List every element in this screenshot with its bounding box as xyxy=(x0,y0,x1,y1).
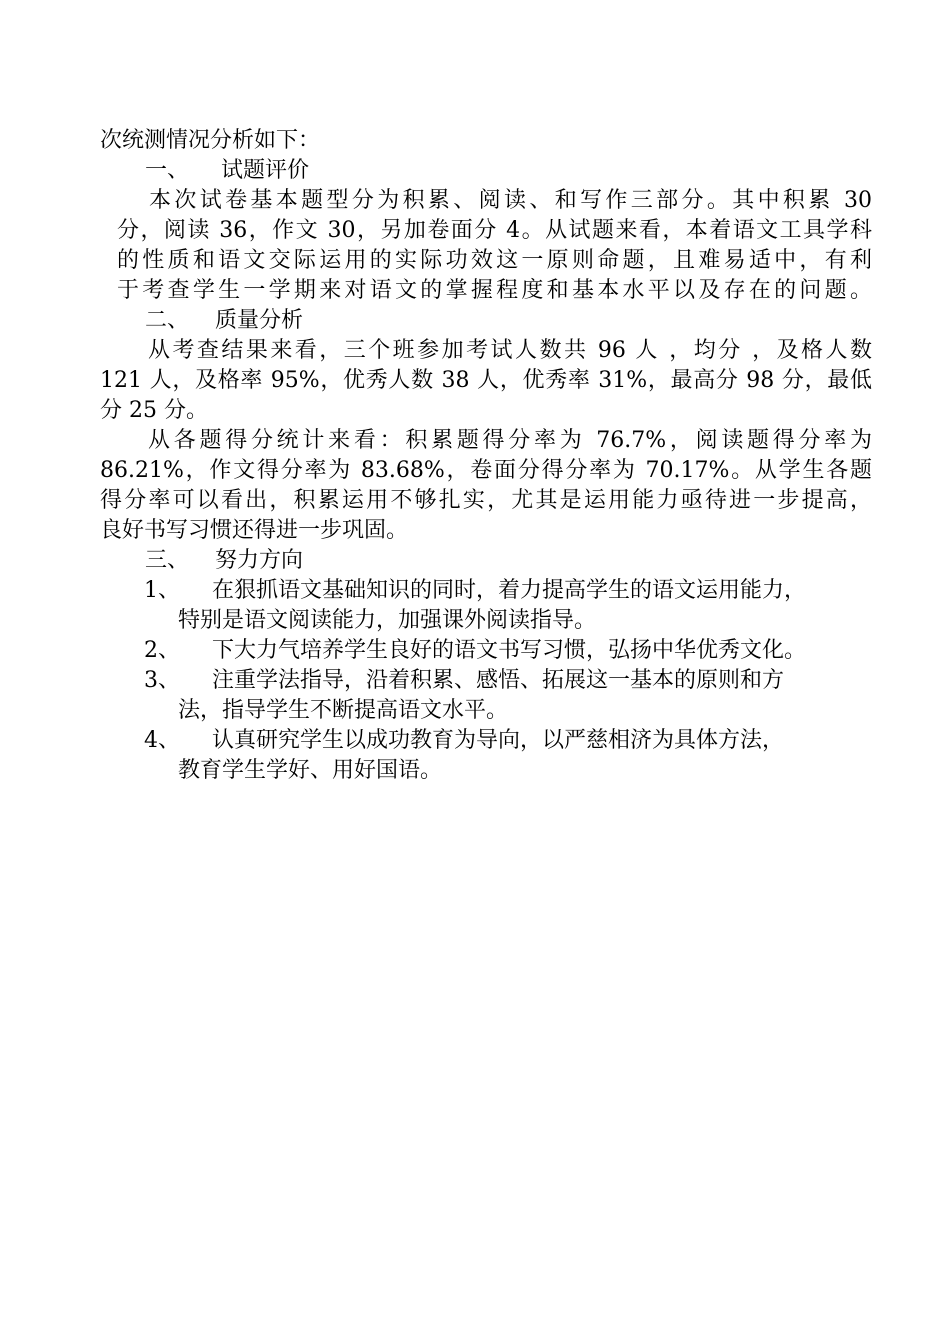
list-text: 下大力气培养学生良好的语文书写习惯，弘扬中华优秀文化。 xyxy=(212,638,807,663)
paragraph-line: 从考查结果来看，三个班参加考试人数共 96 人 ，均分 ，及格人数 xyxy=(148,338,872,363)
section-title: 努力方向 xyxy=(215,548,304,573)
list-item-continuation: 教育学生学好、用好国语。 xyxy=(178,758,443,783)
list-item xyxy=(100,576,872,636)
list-item-line xyxy=(100,726,872,756)
list-text: 注重学法指导，沿着积累、感悟、拓展这一基本的原则和方 xyxy=(212,668,785,693)
list-item-line xyxy=(100,666,872,696)
section-number: 二、 xyxy=(145,308,190,333)
paragraph-score-rates xyxy=(100,426,872,546)
section-title: 质量分析 xyxy=(215,308,304,333)
list-number: 3、 xyxy=(144,668,180,693)
paragraph-line: 86.21%，作文得分率为 83.68%，卷面分得分率为 70.17%。从学生各题 xyxy=(100,458,872,483)
section-number: 一、 xyxy=(145,158,190,183)
section-heading-2 xyxy=(100,306,872,336)
section-title: 试题评价 xyxy=(221,158,310,183)
section-heading-3 xyxy=(100,546,872,576)
list-item-continuation: 特别是语文阅读能力，加强课外阅读指导。 xyxy=(178,608,597,633)
section-number: 三、 xyxy=(145,548,190,573)
paragraph-line: 分 25 分。 xyxy=(100,398,208,423)
list-item xyxy=(100,636,872,666)
paragraph-results xyxy=(100,336,872,426)
list-item xyxy=(100,726,872,786)
paragraph-line: 的性质和语文交际运用的实际功效这一原则命题，且难易适中，有利 xyxy=(117,248,872,273)
list-item-continuation: 法，指导学生不断提高语文水平。 xyxy=(178,698,509,723)
section-heading-1 xyxy=(100,156,872,186)
list-number: 2、 xyxy=(144,638,180,663)
paragraph-line: 良好书写习惯还得进一步巩固。 xyxy=(100,518,409,543)
list-number: 1、 xyxy=(144,578,180,603)
paragraph-line: 从各题得分统计来看：积累题得分率为 76.7%，阅读题得分率为 xyxy=(148,428,872,453)
paragraph-line: 本次试卷基本题型分为积累、阅读、和写作三部分。其中积累 30 xyxy=(149,188,872,213)
paragraph-line: 于考查学生一学期来对语文的掌握程度和基本水平以及存在的问题。 xyxy=(117,278,872,303)
paragraph-line: 得分率可以看出，积累运用不够扎实，尤其是运用能力亟待进一步提高， xyxy=(100,488,872,513)
document-body xyxy=(100,126,872,786)
list-number: 4、 xyxy=(144,728,180,753)
list-item xyxy=(100,666,872,726)
list-item-line xyxy=(100,636,872,666)
paragraph-line: 121 人，及格率 95%，优秀人数 38 人，优秀率 31%，最高分 98 分，最低 xyxy=(100,368,872,393)
list-text: 在狠抓语文基础知识的同时，着力提高学生的语文运用能力， xyxy=(212,578,807,603)
paragraph-exam-review xyxy=(100,186,872,306)
paragraph-line: 分，阅读 36，作文 30，另加卷面分 4。从试题来看，本着语文工具学科 xyxy=(117,218,872,243)
list-item-line xyxy=(100,576,872,606)
intro-line: 次统测情况分析如下： xyxy=(100,128,321,153)
list-text: 认真研究学生以成功教育为导向，以严慈相济为具体方法， xyxy=(212,728,785,753)
